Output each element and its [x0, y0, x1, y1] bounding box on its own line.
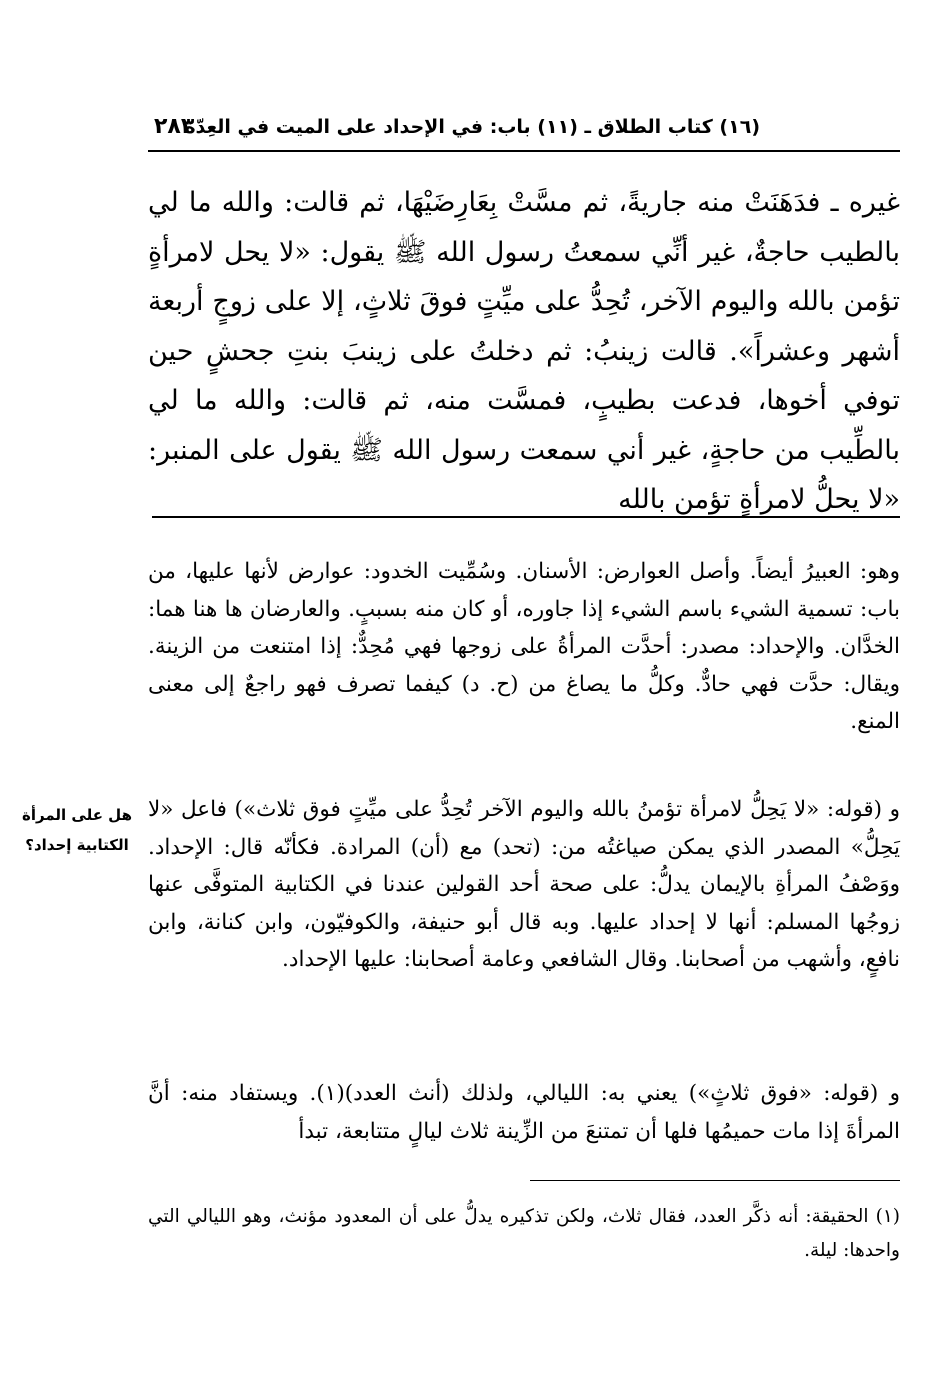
- commentary-paragraph: و (قوله: «لا يَحِلُّ لامرأة تؤمنُ بالله واليوم الآخر تُحِدُّ على ميِّتٍ فوق ثلاث») فاعل «لا يَحِلُّ» المصدر الذي يمكن صياغتُه من: (تحد) مع (أن) المرادة. فكأنّه قال: الإحداد. ووَصْفُ المرأةِ بالإيمان يدلُّ: على صحة أحد القولين عندنا في الكتابية المتوفَّى عنها زوجُها المسلم: أنها لا إحداد عليها. وبه قال أبو حنيفة، والكوفيّون، وابن كنانة، وابن نافعٍ، وأشهب من أصحابنا. وقال الشافعي وعامة أصحابنا: عليها الإحداد.: [148, 797, 900, 973]
- section-divider: [152, 516, 900, 518]
- page-header: [148, 112, 900, 152]
- margin-note-line: هل على المرأة: [22, 806, 132, 824]
- page-number: ٢٨٣: [154, 114, 195, 139]
- hadith-text: غيره ـ فدَهَنَتْ منه جاريةً، ثم مسَّتْ بِعَارِضَيْهَا، ثم قالت: والله ما لي بالطيب حاجةٌ، غير أنِّي سمعتُ رسول الله ﷺ يقول: «لا يحل لامرأةٍ تؤمن بالله واليوم الآخر، تُحِدُّ على ميِّتٍ فوقَ ثلاثٍ، إلا على زوجٍ أربعة أشهر وعشراً». قالت زينبُ: ثم دخلتُ على زينبَ بنتِ جحشٍ حين توفي أخوها، فدعت بطيبٍ، فمسَّت منه، ثم قالت: والله ما لي بالطِّيب من حاجةٍ، غير أني سمعت رسول الله ﷺ يقول على المنبر: «لا يحلُّ لامرأةٍ تؤمن بالله: [148, 187, 900, 515]
- commentary-block-1: [148, 553, 900, 741]
- commentary-block-2: [148, 791, 900, 979]
- margin-note: [12, 800, 142, 860]
- running-title: (١٦) كتاب الطلاق ـ (١١) باب: في الإحداد على الميت في العِدّة: [184, 116, 760, 138]
- margin-note-line: الكتابية إحداد؟: [25, 836, 129, 854]
- footnote-rule: [530, 1180, 900, 1181]
- commentary-paragraph: وهو: العبيرُ أيضاً. وأصل العوارض: الأسنان. وسُمِّيت الخدود: عوارض لأنها عليها، من باب: تسمية الشيء باسم الشيء إذا جاوره، أو كان منه بسببٍ. والعارضان ها هنا هما: الخدَّان. والإحداد: مصدر: أحدَّت المرأةُ على زوجها فهي مُحِدٌّ: إذا امتنعت من الزينة. ويقال: حدَّت فهي حادٌّ. وكلُّ ما يصاغ من (ح. د) كيفما تصرف فهو راجعٌ إلى معنى المنع.: [148, 559, 900, 735]
- commentary-block-3: [148, 1075, 900, 1150]
- footnote: (١) الحقيقة: أنه ذكَّر العدد، فقال ثلاث، ولكن تذكيره يدلُّ على أن المعدود مؤنث، وهو الليالي التي واحدها: ليلة.: [148, 1206, 900, 1261]
- commentary-paragraph: و (قوله: «فوق ثلاثٍ») يعني به: الليالي، ولذلك (أنث العدد)(١). ويستفاد منه: أنَّ المرأةَ إذا مات حميمُها فلها أن تمتنعَ من الزِّينة ثلاث ليالٍ متتابعة، تبدأ: [148, 1081, 900, 1144]
